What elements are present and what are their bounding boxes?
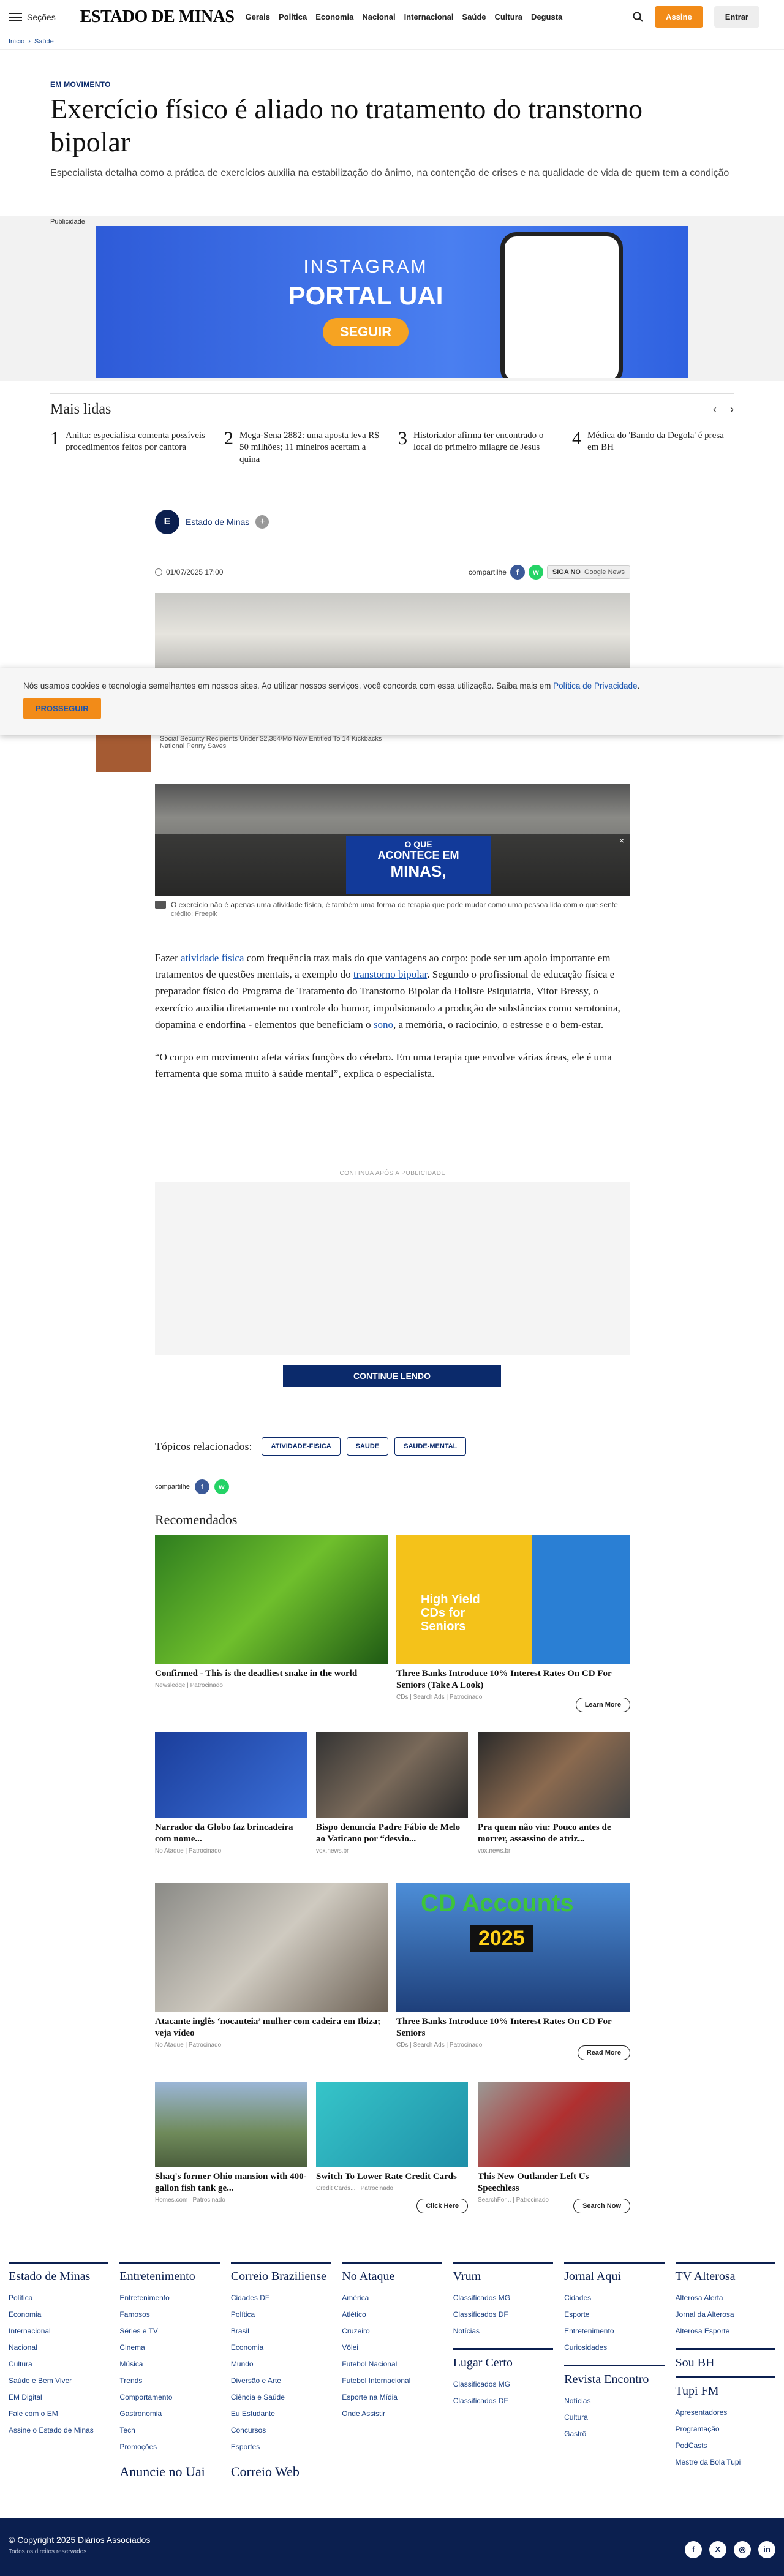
share-bottom [155, 1479, 229, 1494]
cookie-text: Nós usamos cookies e tecnologia semelhantes em nossos sites. Ao utilizar nossos serviços, você concorda com essa utilização. Saiba mais em [23, 681, 554, 690]
footer-link[interactable]: Eu Estudante [230, 2409, 275, 2418]
linkedin-icon[interactable]: in [758, 2541, 775, 2558]
link-atividade-fisica[interactable]: atividade física [181, 952, 244, 964]
text-run: com frequência traz mais do que vantagens ao corpo: pode ser um apoio importante em tratamentos de questões mentais, a exemplo do [155, 952, 611, 981]
footer-link[interactable]: Cidades DF [230, 2294, 270, 2302]
footer-link[interactable]: PodCasts [675, 2441, 707, 2450]
footer-link[interactable]: Saúde e Bem Viver [9, 2376, 72, 2385]
overlay-line3: MINAS, [390, 862, 447, 880]
card-source: Credit Cards... | Patrocinado [316, 2185, 393, 2192]
breadcrumb-section[interactable]: Saúde [34, 38, 54, 45]
card-image-text: CD Accounts [421, 1890, 574, 1917]
card-source: vox.news.br [478, 1847, 511, 1854]
subscribe-button[interactable]: Assine [655, 6, 703, 28]
instagram-banner-ad[interactable] [96, 226, 688, 378]
ad-thumbnail [96, 735, 151, 772]
ad-label: Publicidade [50, 217, 85, 225]
article-kicker[interactable]: EM MOVIMENTO [50, 80, 111, 89]
footer-link[interactable]: Futebol Nacional [342, 2360, 398, 2368]
article-body [155, 950, 630, 1098]
card-title: Narrador da Globo faz brincadeira com nome... [155, 1822, 293, 1844]
text-run: . Segundo o profissional de educação física e preparador físico do Programa de Tratamento do Transtorno Bipolar da Holiste Psiquiatria, Vitor Bressy, o exercício auxilia diretamente no controle do humor, impulsionando a produção de substâncias como serotonina, dopamina e endorfina - elementos que beneficiam o [155, 969, 620, 1030]
footer-link[interactable]: Promoções [119, 2442, 157, 2451]
overlay-ad-creative[interactable] [346, 836, 491, 894]
footer-link[interactable]: Assine o Estado de Minas [9, 2426, 94, 2434]
card-image [155, 1883, 388, 2012]
footer-subheading[interactable]: Anuncie no Uai [119, 2464, 205, 2479]
caption-text: O exercício não é apenas uma atividade física, é também uma forma de terapia que pode mudar como uma pessoa lida com o que sente [171, 901, 618, 909]
overlay-line1: O QUE [404, 839, 432, 849]
clock-icon [155, 568, 162, 576]
footer-link[interactable]: Classificados DF [453, 2397, 508, 2405]
footer-link[interactable]: Esportes [230, 2442, 260, 2451]
footer-link[interactable]: Cultura [564, 2413, 588, 2422]
footer-columns [9, 2262, 775, 2480]
footer-link[interactable]: Cinema [119, 2343, 145, 2352]
google-news-brand: Google News [584, 568, 625, 576]
footer-link[interactable]: Curiosidades [564, 2343, 608, 2352]
instagram-icon[interactable]: ◎ [734, 2541, 751, 2558]
recommended-card[interactable] [396, 1883, 630, 2060]
recommended-title: Recomendados [155, 1512, 238, 1527]
card-source: Homes.com | Patrocinado [155, 2196, 225, 2204]
related-topics [155, 1437, 466, 1456]
nav-item[interactable]: Cultura [494, 12, 522, 21]
sponsored-source: National Penny Saves [160, 742, 227, 750]
recommended-card[interactable] [155, 1535, 388, 1689]
footer-link[interactable]: Economia [230, 2343, 264, 2352]
topic-tag[interactable]: SAUDE-MENTAL [394, 1437, 466, 1456]
most-read-item[interactable] [398, 430, 557, 466]
site-header [0, 0, 784, 34]
card-image [396, 1883, 630, 2012]
whatsapp-icon[interactable]: w [529, 565, 543, 580]
footer-link[interactable]: Trends [119, 2376, 143, 2385]
whatsapp-icon[interactable]: w [214, 1479, 229, 1494]
text-run: , a memória, o raciocínio, o estresse e o bem-estar. [393, 1018, 604, 1030]
rank-number: 3 [398, 428, 407, 448]
nav-item[interactable]: Internacional [404, 12, 454, 21]
footer-link[interactable]: Séries e TV [119, 2327, 158, 2335]
card-title: Three Banks Introduce 10% Interest Rates On CD For Seniors (Take A Look) [396, 1669, 612, 1690]
topic-tag[interactable]: ATIVIDADE-FISICA [262, 1437, 340, 1456]
card-title: Three Banks Introduce 10% Interest Rates On CD For Seniors [396, 2017, 612, 2038]
nav-item[interactable]: Degusta [531, 12, 563, 21]
card-title: Switch To Lower Rate Credit Cards [316, 2172, 457, 2181]
card-image-year: 2025 [470, 1925, 533, 1952]
footer-heading[interactable]: Estado de Minas [9, 2262, 108, 2284]
card-source: No Ataque | Patrocinado [155, 2041, 222, 2049]
photo-caption [155, 901, 630, 918]
overlay-line2: ACONTECE EM [377, 849, 459, 861]
footer-link[interactable]: Classificados MG [453, 2380, 511, 2389]
avatar[interactable]: E [155, 510, 179, 534]
ad-placeholder [155, 1182, 630, 1355]
most-read-headline: Médica do 'Bando da Degola' é presa em BH [587, 430, 724, 453]
card-image [316, 1732, 468, 1818]
copyright: © Copyright 2025 Diários Associados [9, 2535, 151, 2545]
breadcrumb-home[interactable]: Início [9, 38, 25, 45]
main-nav [246, 12, 563, 21]
footer-link[interactable]: Famosos [119, 2310, 150, 2319]
breadcrumb-sep: › [28, 38, 31, 45]
card-title: Pra quem não viu: Pouco antes de morrer, assassino de atriz... [478, 1822, 611, 1844]
card-image [316, 2082, 468, 2167]
card-title: Atacante inglês ‘nocauteia’ mulher com cadeira em Ibiza; veja vídeo [155, 2017, 381, 2038]
footer-link[interactable]: Vôlei [342, 2343, 358, 2352]
most-read-item[interactable] [572, 430, 731, 466]
footer-link[interactable]: Mundo [230, 2360, 254, 2368]
footer-link[interactable]: Entretenimento [119, 2294, 170, 2302]
card-image [155, 1535, 388, 1664]
card-image [155, 1732, 307, 1818]
topics-label: Tópicos relacionados: [155, 1440, 252, 1452]
banner-follow-button[interactable]: SEGUIR [323, 318, 409, 346]
sections-menu-button[interactable] [9, 12, 56, 22]
most-read-section [0, 381, 784, 466]
nav-item[interactable]: Nacional [362, 12, 396, 21]
search-icon[interactable] [633, 12, 644, 23]
ad-area [0, 216, 784, 381]
card-title: Shaq's former Ohio mansion with 400-gallon fish tank ge... [155, 2172, 307, 2193]
footer-link[interactable]: Gastronomia [119, 2409, 162, 2418]
author-block [155, 510, 630, 534]
card-image [478, 1732, 630, 1818]
footer-col-vrum [453, 2262, 553, 2480]
sponsored-title: Social Security Recipients Under $2,384/Mo Now Entitled To 14 Kickbacks [160, 735, 382, 742]
share-label: compartilhe [468, 568, 507, 577]
footer-link[interactable]: Ciência e Saúde [230, 2393, 285, 2401]
recommended-card[interactable] [396, 1535, 630, 1712]
card-image [155, 2082, 307, 2167]
footer-bar [0, 2518, 784, 2576]
text-run: Fazer [155, 952, 181, 964]
hamburger-icon [9, 13, 22, 21]
footer-heading[interactable]: Sou BH [676, 2348, 775, 2370]
footer-link[interactable]: Nacional [9, 2343, 37, 2352]
click-here-button[interactable]: Click Here [417, 2199, 468, 2213]
link-sono[interactable]: sono [373, 1018, 393, 1030]
rank-number: 4 [572, 428, 581, 448]
footer-link[interactable]: Internacional [9, 2327, 51, 2335]
most-read-headline: Historiador afirma ter encontrado o local do primeiro milagre de Jesus [413, 430, 544, 453]
footer-subheading[interactable]: Correio Web [230, 2464, 300, 2479]
footer-link[interactable]: Atlético [342, 2310, 366, 2319]
login-button[interactable]: Entrar [714, 6, 760, 28]
footer-link[interactable]: Programação [675, 2425, 720, 2433]
rank-number: 2 [224, 428, 233, 448]
x-icon[interactable]: X [709, 2541, 726, 2558]
card-image-text: High Yield CDs for Seniors [421, 1593, 480, 1633]
card-source: No Ataque | Patrocinado [155, 1847, 222, 1854]
card-title: This New Outlander Left Us Speechless [478, 2172, 589, 2193]
topic-tag[interactable]: SAUDE [347, 1437, 389, 1456]
nav-item[interactable]: Saúde [462, 12, 486, 21]
footer-link[interactable]: Gastrô [564, 2430, 587, 2438]
footer-link[interactable]: Música [119, 2360, 143, 2368]
phone-image [500, 232, 623, 378]
rights-reserved: Todos os direitos reservados [9, 2548, 87, 2555]
card-image [396, 1535, 630, 1664]
footer-link[interactable]: Futebol Internacional [342, 2376, 411, 2385]
cookie-banner: Nós usamos cookies e tecnologia semelhantes em nossos sites. Ao utilizar nossos serviços, você concorda com essa utilização. Saiba mais em Política de Privacidade. PROSSEGUIR [0, 668, 784, 735]
footer-link[interactable]: Política [9, 2294, 33, 2302]
footer-heading[interactable]: Vrum [453, 2262, 553, 2284]
footer-link[interactable]: Notícias [453, 2327, 480, 2335]
footer-link[interactable]: Classificados MG [453, 2294, 511, 2302]
nav-item[interactable]: Economia [315, 12, 354, 21]
footer-col-entretenimento [119, 2262, 219, 2480]
footer-link[interactable]: Onde Assistir [342, 2409, 385, 2418]
paragraph [155, 950, 630, 1033]
most-read-item[interactable] [224, 430, 383, 466]
footer-link[interactable]: Cultura [9, 2360, 32, 2368]
share-label: compartilhe [155, 1483, 190, 1490]
footer-heading[interactable]: No Ataque [342, 2262, 442, 2284]
footer-col-tvalterosa [676, 2262, 775, 2480]
article-subtitle: Especialista detalha como a prática de exercícios auxilia na estabilização do ânimo, na contenção de crises e na qualidade de vida de quem tem a condição [50, 167, 729, 178]
footer-link[interactable]: Mestre da Bola Tupi [675, 2458, 741, 2466]
footer-heading[interactable]: Entretenimento [119, 2262, 219, 2284]
facebook-icon[interactable]: f [685, 2541, 702, 2558]
footer-heading[interactable]: Tupi FM [676, 2376, 775, 2398]
cookie-accept-button[interactable]: PROSSEGUIR [23, 698, 101, 719]
footer-heading[interactable]: Jornal Aqui [564, 2262, 664, 2284]
plus-icon[interactable]: + [255, 515, 269, 529]
recommended-card[interactable] [155, 1732, 307, 1854]
nav-item[interactable]: Política [279, 12, 307, 21]
chevron-left-icon[interactable]: ‹ [713, 402, 717, 415]
article-photo-continued [155, 784, 630, 896]
continue-after-ad-label: CONTINUA APÓS A PUBLICIDADE [339, 1170, 446, 1177]
footer-link[interactable]: Entretenimento [564, 2327, 614, 2335]
footer-link[interactable]: América [342, 2294, 369, 2302]
facebook-icon[interactable]: f [195, 1479, 209, 1494]
most-read-headline: Anitta: especialista comenta possíveis procedimentos feitos por cantora [66, 430, 205, 453]
footer-link[interactable]: Política [230, 2310, 255, 2319]
footer-link[interactable]: EM Digital [9, 2393, 42, 2401]
banner-line2: PORTAL UAI [288, 281, 443, 310]
footer-link[interactable]: Notícias [564, 2397, 591, 2405]
breadcrumb [0, 34, 784, 50]
footer-link[interactable]: Fale com o EM [9, 2409, 58, 2418]
footer-col-correio [231, 2262, 331, 2480]
footer-link[interactable]: Alterosa Alerta [675, 2294, 723, 2302]
footer-link[interactable]: Comportamento [119, 2393, 173, 2401]
recommended-card[interactable] [316, 2082, 468, 2213]
card-source: Newsledge | Patrocinado [155, 1682, 223, 1689]
rank-number: 1 [50, 428, 59, 448]
footer-link[interactable]: Economia [9, 2310, 42, 2319]
chevron-right-icon[interactable]: › [730, 402, 734, 415]
footer-link[interactable]: Apresentadores [675, 2408, 728, 2417]
publish-date: 01/07/2025 17:00 [166, 568, 224, 577]
site-logo[interactable]: ESTADO DE MINAS [80, 7, 235, 26]
camera-icon [155, 901, 166, 909]
footer-heading[interactable]: TV Alterosa [676, 2262, 775, 2284]
most-read-headline: Mega-Sena 2882: uma aposta leva R$ 50 milhões; 11 mineiros acertam a quina [239, 430, 379, 464]
article-meta [155, 565, 630, 580]
card-title: Bispo denuncia Padre Fábio de Melo ao Vaticano por “desvio... [316, 1822, 461, 1844]
search-now-button[interactable]: Search Now [573, 2199, 630, 2213]
sections-label: Seções [27, 12, 56, 22]
facebook-icon[interactable]: f [510, 565, 525, 580]
link-transtorno-bipolar[interactable]: transtorno bipolar [353, 969, 428, 981]
banner-line1: INSTAGRAM [303, 256, 428, 277]
footer-link[interactable]: Classificados DF [453, 2310, 508, 2319]
footer-link[interactable]: Esporte [564, 2310, 590, 2319]
footer-link[interactable]: Cidades [564, 2294, 592, 2302]
privacy-policy-link[interactable]: Política de Privacidade [553, 681, 638, 690]
close-icon[interactable]: × [619, 836, 624, 845]
footer-link[interactable]: Cruzeiro [342, 2327, 370, 2335]
card-title: Confirmed - This is the deadliest snake in the world [155, 1669, 358, 1679]
footer-col-em [9, 2262, 108, 2480]
nav-item[interactable]: Gerais [245, 12, 270, 21]
card-image [478, 2082, 630, 2167]
most-read-item[interactable] [50, 430, 209, 466]
footer-link[interactable]: Tech [119, 2426, 135, 2434]
footer-link[interactable]: Brasil [230, 2327, 249, 2335]
photo-credit: crédito: Freepik [171, 910, 217, 918]
google-news-button[interactable] [547, 565, 630, 579]
overlay-ad[interactable] [155, 834, 630, 896]
sponsored-strip[interactable] [96, 735, 635, 778]
recommended-card[interactable] [478, 1732, 630, 1854]
footer-link[interactable]: Diversão e Arte [230, 2376, 281, 2385]
read-more-button[interactable]: Read More [578, 2045, 630, 2060]
card-source: vox.news.br [316, 1847, 349, 1854]
footer-heading[interactable]: Correio Braziliense [231, 2262, 331, 2284]
footer-link[interactable]: Alterosa Esporte [675, 2327, 730, 2335]
paragraph: “O corpo em movimento afeta várias funções do cérebro. Em uma terapia que envolve várias áreas, ele é uma ferramenta que soma muito à saúde mental”, explica o especialista. [155, 1051, 612, 1080]
recommended-card[interactable] [155, 1883, 388, 2049]
card-source: CDs | Search Ads | Patrocinado [396, 1693, 483, 1701]
most-read-title: Mais lidas [50, 401, 111, 417]
card-source: CDs | Search Ads | Patrocinado [396, 2041, 483, 2049]
author-name[interactable]: Estado de Minas [186, 517, 250, 527]
footer-heading[interactable]: Revista Encontro [564, 2365, 664, 2387]
article-title: Exercício físico é aliado no tratamento do transtorno bipolar [50, 93, 643, 158]
footer-heading[interactable]: Lugar Certo [453, 2348, 553, 2370]
footer-col-noataque [342, 2262, 442, 2480]
footer-link[interactable]: Jornal da Alterosa [675, 2310, 734, 2319]
learn-more-button[interactable]: Learn More [576, 1698, 630, 1712]
card-source: SearchFor... | Patrocinado [478, 2196, 549, 2204]
footer-link[interactable]: Esporte na Mídia [342, 2393, 398, 2401]
recommended-card[interactable] [155, 2082, 307, 2204]
google-news-label: SIGA NO [552, 568, 581, 576]
footer-link[interactable]: Concursos [230, 2426, 266, 2434]
footer-col-jornalaqui [564, 2262, 664, 2480]
recommended-card[interactable] [478, 2082, 630, 2213]
recommended-card[interactable] [316, 1732, 468, 1854]
continue-reading-button[interactable]: CONTINUE LENDO [283, 1365, 501, 1387]
